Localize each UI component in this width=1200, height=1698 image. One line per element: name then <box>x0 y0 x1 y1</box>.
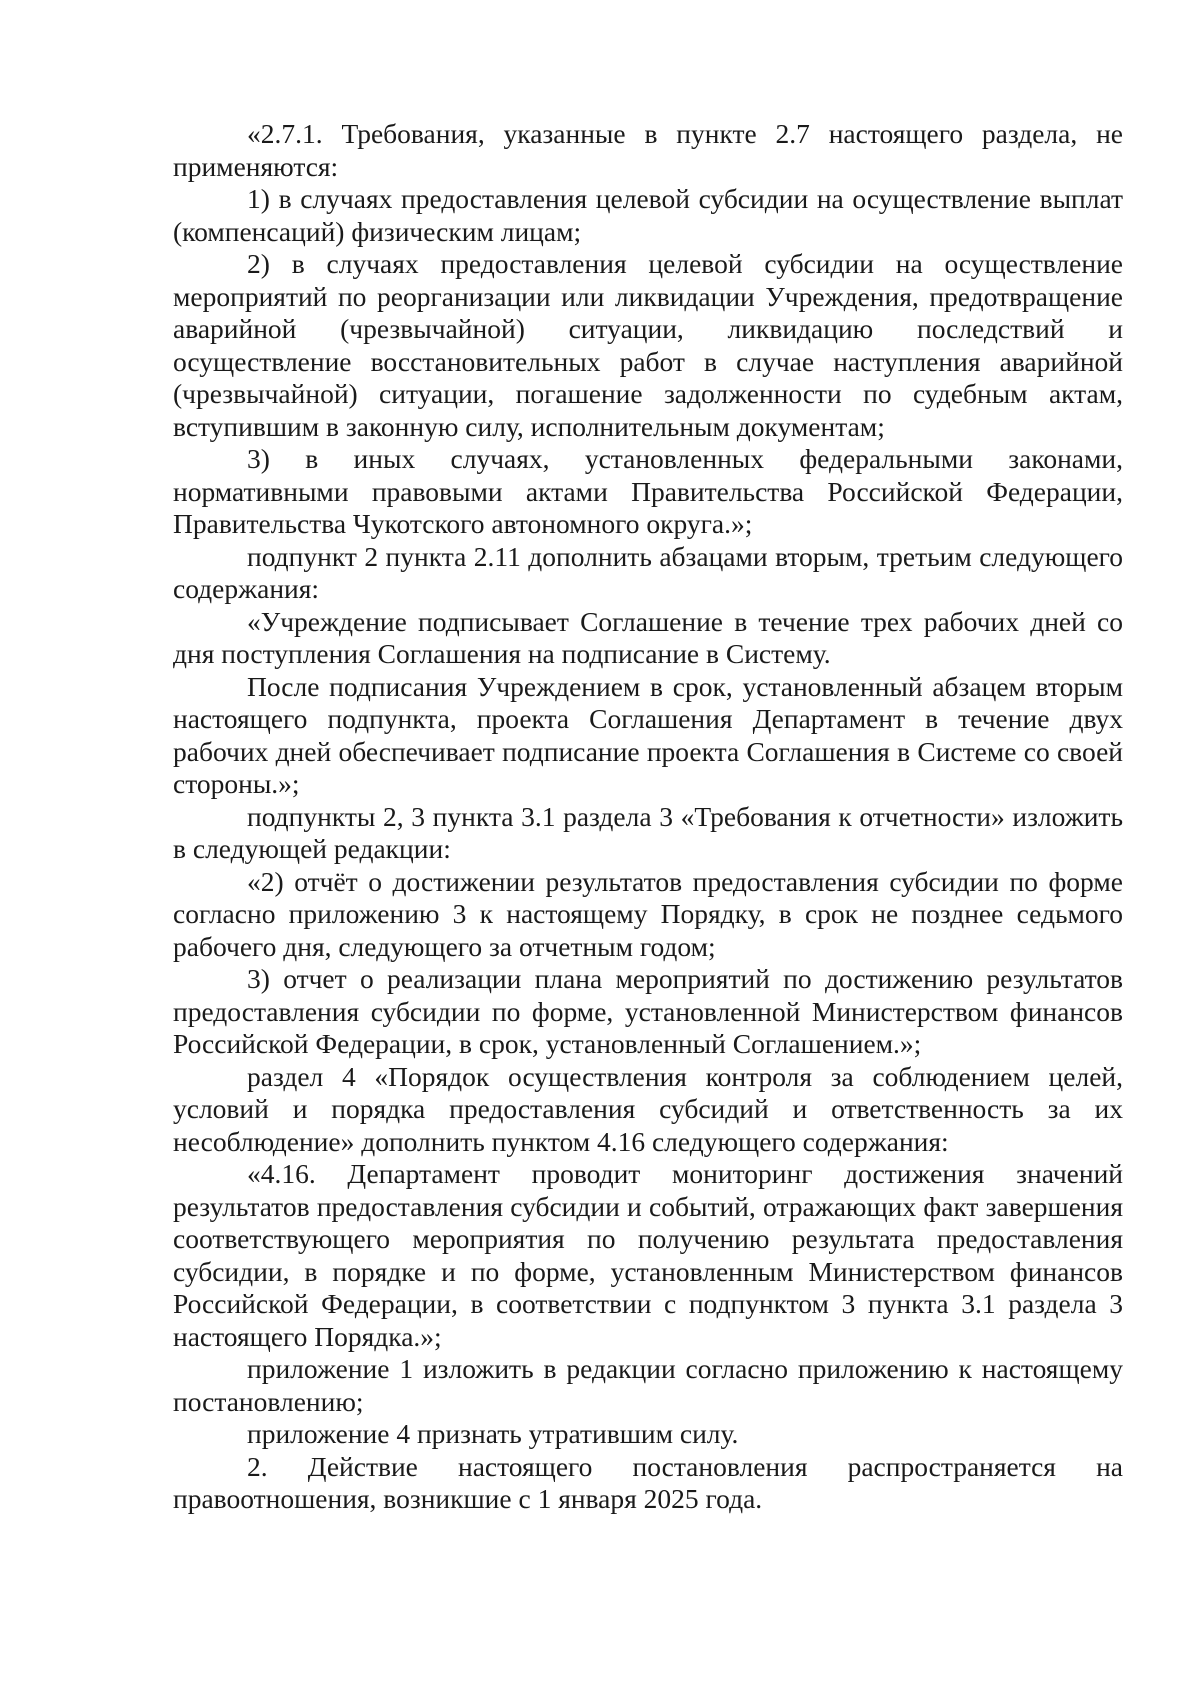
paragraph-after-signing: После подписания Учреждением в срок, установленный абзацем вторым настоящего подпункта, проекта Соглашения Департамент в течение двух рабочих дней обеспечивает подписание проекта Соглашения в Системе со своей стороны.»; <box>173 670 1123 799</box>
paragraph-effect: 2. Действие настоящего постановления распространяется на правоотношения, возникшие с 1 января 2025 года. <box>173 1450 1123 1514</box>
paragraph-subpoints-3-1: подпункты 2, 3 пункта 3.1 раздела 3 «Требования к отчетности» изложить в следующей редакции: <box>173 800 1123 864</box>
paragraph-subpoint-2-11: подпункт 2 пункта 2.11 дополнить абзацами вторым, третьим следующего содержания: <box>173 540 1123 604</box>
paragraph-appendix-4: приложение 4 признать утратившим силу. <box>247 1418 739 1449</box>
paragraph-case-2: 2) в случаях предоставления целевой субсидии на осуществление мероприятий по реорганизации или ликвидации Учреждения, предотвращение аварийной (чрезвычайной) ситуации, ликвидацию последствий и осуществление восстановительных работ в случае наступления аварийной (чрезвычайной) ситуации, погашение задолженности по судебным актам, вступившим в законную силу, исполнительным документам; <box>173 248 1123 442</box>
paragraph-4-16: «4.16. Департамент проводит мониторинг достижения значений результатов предоставления субсидии и событий, отражающих факт завершения соответствующего мероприятия по получению результата предоставления субсидии, в порядке и по форме, установленным Министерством финансов Российской Федерации, в соответствии с подпунктом 3 пункта 3.1 раздела 3 настоящего Порядка.»; <box>173 1158 1123 1352</box>
paragraph-report-2: «2) отчёт о достижении результатов предоставления субсидии по форме согласно приложению 3 к настоящему Порядку, в срок не позднее седьмого рабочего дня, следующего за отчетным годом; <box>173 865 1123 962</box>
paragraph-appendix-1: приложение 1 изложить в редакции согласно приложению к настоящему постановлению; <box>173 1353 1123 1417</box>
document-page <box>173 118 1123 1516</box>
paragraph-2-7-1: «2.7.1. Требования, указанные в пункте 2.7 настоящего раздела, не применяются: <box>173 118 1123 182</box>
paragraph-agreement-signing: «Учреждение подписывает Соглашение в течение трех рабочих дней со дня поступления Соглашения на подписание в Систему. <box>173 605 1123 669</box>
paragraph-report-3: 3) отчет о реализации плана мероприятий по достижению результатов предоставления субсидии по форме, установленной Министерством финансов Российской Федерации, в срок, установленный Соглашением.»; <box>173 963 1123 1059</box>
paragraph-case-1: 1) в случаях предоставления целевой субсидии на осуществление выплат (компенсаций) физическим лицам; <box>173 183 1123 247</box>
paragraph-case-3: 3) в иных случаях, установленных федеральными законами, нормативными правовыми актами Правительства Российской Федерации, Правительства Чукотского автономного округа.»; <box>173 443 1123 539</box>
paragraph-section-4: раздел 4 «Порядок осуществления контроля за соблюдением целей, условий и порядка предоставления субсидий и ответственность за их несоблюдение» дополнить пунктом 4.16 следующего содержания: <box>173 1060 1123 1157</box>
